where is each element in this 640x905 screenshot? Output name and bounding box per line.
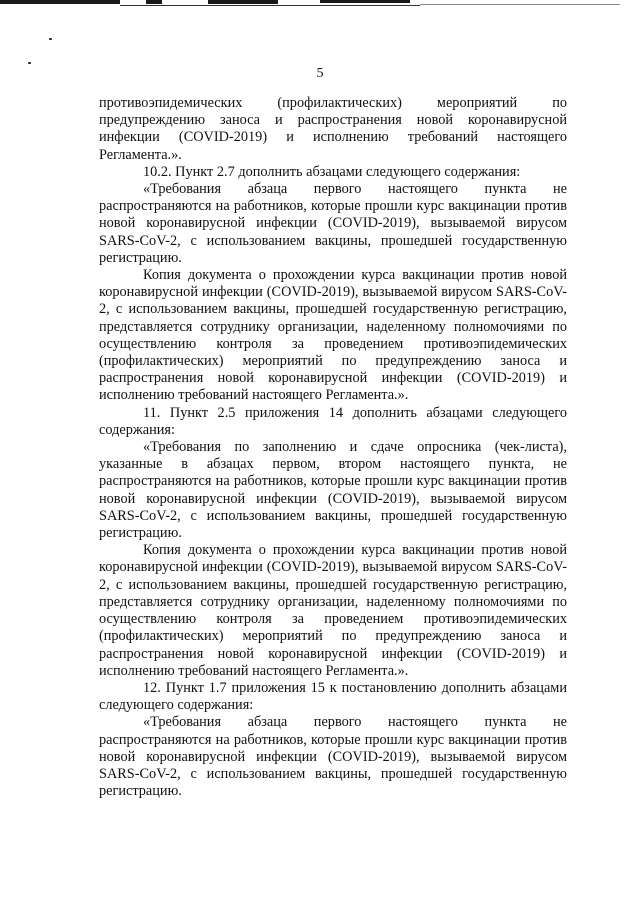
paragraph: 10.2. Пункт 2.7 дополнить абзацами следующего содержания: [143, 163, 521, 180]
scan-artifact-bar [320, 0, 410, 3]
scan-artifact-bar [0, 0, 120, 4]
paragraph: «Требования абзаца первого настоящего пункта не распространяются на работников, которые прошли курс вакцинации против новой коронавирусной инфекции (COVID-2019), вызываемой вирусом SARS-CoV-2, с использованием вакцины, прошедшей государственную регистрацию. [99, 181, 567, 266]
document-body [99, 95, 567, 800]
scan-speck [49, 38, 52, 40]
paragraph: Копия документа о прохождении курса вакцинации против новой коронавирусной инфекции (COVID-2019), вызываемой вирусом SARS-CoV-2, с использованием вакцины, прошедшей государственную регистрацию, представляется сотруднику организации, наделенному полномочиями по осуществлению контроля за проведением противоэпидемических (профилактических) мероприятий по предупреждению заноса и распространения новой коронавирусной инфекции (COVID-2019) и исполнению требований настоящего Регламента.». [99, 542, 567, 679]
paragraph: «Требования по заполнению и сдаче опросника (чек-листа), указанные в абзацах первом, втором настоящего пункта, не распространяются на работников, которые прошли курс вакцинации против новой коронавирусной инфекции (COVID-2019), вызываемой вирусом SARS-CoV-2, с использованием вакцины, прошедшей государственную регистрацию. [99, 439, 567, 542]
scan-speck [28, 62, 31, 64]
paragraph: противоэпидемических (профилактических) мероприятий по предупреждению заноса и распространения новой коронавирусной инфекции (COVID-2019) и исполнению требований настоящего Регламента.». [99, 95, 567, 163]
page-number: 5 [316, 66, 324, 81]
scan-artifact-bar [146, 0, 162, 4]
scan-artifact-line [120, 5, 420, 6]
paragraph: 12. Пункт 1.7 приложения 15 к постановлению дополнить абзацами следующего содержания: [99, 679, 567, 714]
paragraph: «Требования абзаца первого настоящего пункта не распространяются на работников, которые прошли курс вакцинации против новой коронавирусной инфекции (COVID-2019), вызываемой вирусом SARS-CoV-2, с использованием вакцины, прошедшей государственную регистрацию. [99, 714, 567, 800]
scan-artifact-bar [208, 0, 278, 4]
scan-artifact-line [420, 4, 620, 5]
paragraph: 11. Пункт 2.5 приложения 14 дополнить абзацами следующего содержания: [99, 404, 567, 438]
paragraph: Копия документа о прохождении курса вакцинации против новой коронавирусной инфекции (COVID-2019), вызываемой вирусом SARS-CoV-2, с использованием вакцины, прошедшей государственную регистрацию, представляется сотруднику организации, наделенному полномочиями по осуществлению контроля за проведением противоэпидемических (профилактических) мероприятий по предупреждению заноса и распространения новой коронавирусной инфекции (COVID-2019) и исполнению требований настоящего Регламента.». [99, 267, 567, 404]
